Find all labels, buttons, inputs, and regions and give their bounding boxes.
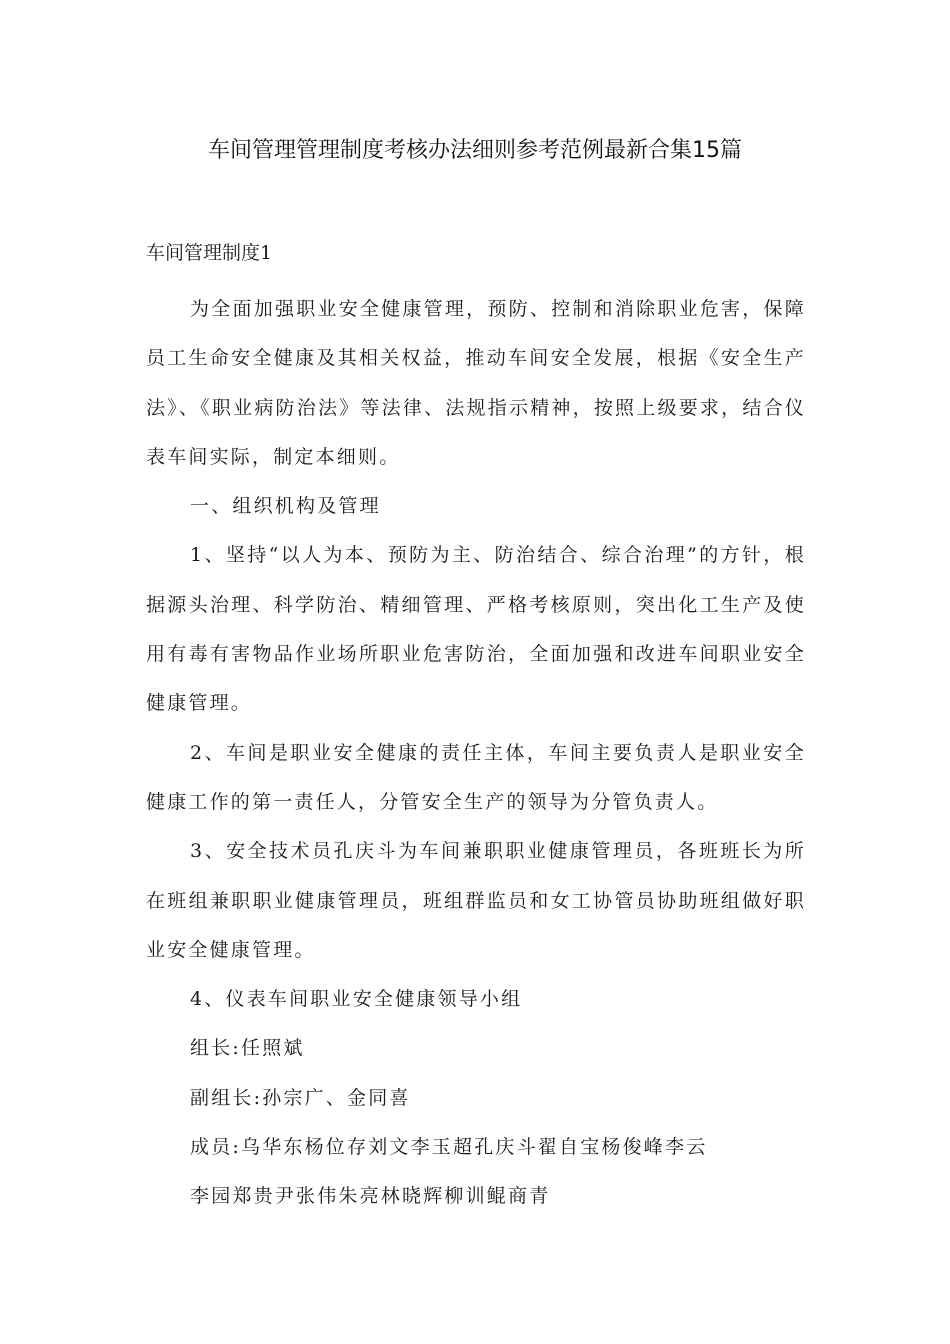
paragraph-intro: 为全面加强职业安全健康管理，预防、控制和消除职业危害，保障员工生命安全健康及其相关权益，推动车间安全发展，根据《安全生产法》、《职业病防治法》等法律、法规指示精神，按照上级要求，结合仪表车间实际，制定本细则。 [146,298,806,468]
document-title: 车间管理管理制度考核办法细则参考范例最新合集15篇 [208,138,742,163]
section-heading: 车间管理制度1 [146,242,273,264]
team-leader: 组长:任照斌 [190,1037,305,1060]
paragraph-item-2: 2、车间是职业安全健康的责任主体，车间主要负责人是职业安全健康工作的第一责任人，分管安全生产的领导为分管负责人。 [146,741,806,813]
paragraph-item-1: 1、坚持“以人为本、预防为主、防治结合、综合治理”的方针，根据源头治理、科学防治、精细管理、严格考核原则，突出化工生产及使用有毒有害物品作业场所职业危害防治，全面加强和改进车间职业安全健康管理。 [146,544,806,715]
team-members: 成员:乌华东杨位存刘文李玉超孔庆斗翟自宝杨俊峰李云 [190,1136,708,1159]
paragraph-item-3: 3、安全技术员孔庆斗为车间兼职职业健康管理员，各班班长为所在班组兼职职业健康管理员，班组群监员和女工协管员协助班组做好职业安全健康管理。 [146,840,806,961]
subheading-organization: 一、组织机构及管理 [190,495,381,518]
team-members-continued: 李园郑贵尹张伟朱亮林晓辉柳训鲲商青 [190,1185,551,1208]
paragraph-item-4: 4、仪表车间职业安全健康领导小组 [190,988,523,1011]
document-body [146,285,806,1222]
team-deputy-leaders: 副组长:孙宗广、金同喜 [190,1086,411,1109]
